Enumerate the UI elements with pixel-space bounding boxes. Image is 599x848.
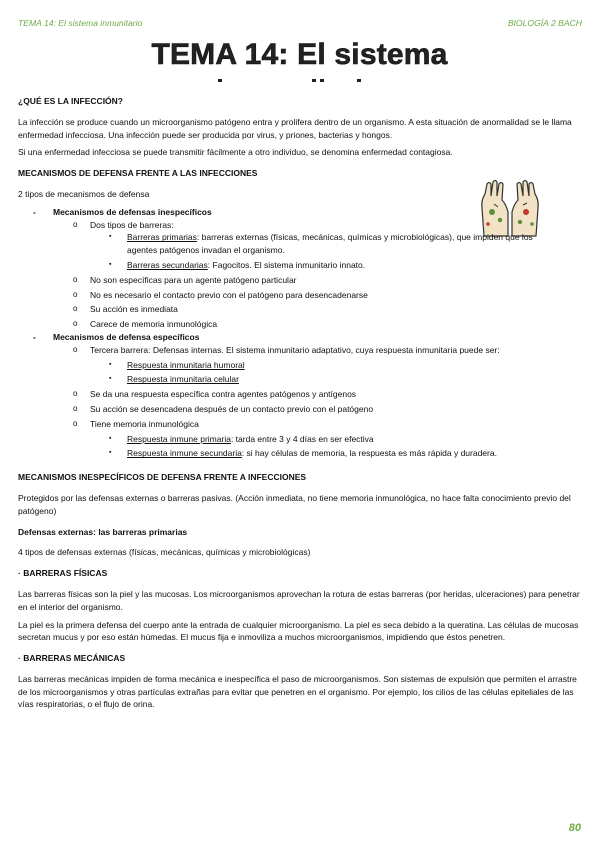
list-item: - Mecanismos de defensas inespecíficos	[33, 206, 212, 217]
paragraph: Protegidos por las defensas externas o barreras pasivas. (Acción inmediata, no tiene memoria inmunológica, no hace falta conocimiento previo del patógeno)	[18, 492, 571, 516]
list-item: - Mecanismos de defensa específicos	[33, 331, 200, 342]
subheading-physical-barriers: · BARRERAS FÍSICAS	[18, 568, 108, 579]
list-item: o Tiene memoria inmunológica	[73, 418, 199, 429]
paragraph: Las barreras físicas son la piel y las mucosas. Los microorganismos aprovechan la rotura de estas barreras (por heridas, ulceraciones) para penetrar en el interior del organismo.	[18, 588, 580, 612]
subheading-mechanical-barriers: · BARRERAS MECÁNICAS	[18, 653, 126, 664]
list-item: o Su acción es inmediata	[73, 304, 178, 315]
list-item: ▪ Respuesta inmune primaria: tarda entre 3 y 4 días en ser efectiva	[109, 433, 374, 444]
list-item: o Su acción se desencadena después de un contacto previo con el patógeno	[73, 403, 374, 414]
list-item: o Se da una respuesta específica contra agentes patógenos y antígenos	[73, 389, 357, 400]
paragraph: La infección se produce cuando un microorganismo patógeno entra y prolifera dentro de un organismo. A esta situación de anormalidad se le llama enfermedad infecciosa. Una infección puede ser producida por virus, y priones, bacterias y hongos.	[18, 116, 572, 140]
paragraph: La piel es la primera defensa del cuerpo ante la entrada de cualquier microorganismo. La piel es seca debido a la queratina. Las células de mucosas secretan mucus y por eso están húmedas. El mucus fija e inmoviliza a muchos microorganismos, impidiendo que éstos penetren.	[18, 619, 579, 643]
section-heading-nonspecific: MECANISMOS INESPECÍFICOS DE DEFENSA FRENTE A INFECCIONES	[18, 472, 307, 483]
paragraph: 4 tipos de defensas externas (físicas, mecánicas, químicas y microbiológicas)	[18, 547, 311, 558]
paragraph: Las barreras mecánicas impiden de forma mecánica e inespecífica el paso de microorganismos. Son sistemas de expulsión que permiten el arrastre de los microorganismos y otras partículas extrañas para evitar que penetren en el organismo. Por ejemplo, los cilios de las células epiteliales de las vías respiratorias, o el flujo de orina.	[18, 673, 577, 710]
page-title: TEMA 14: El sistema	[151, 38, 448, 71]
list-item: o No son específicas para un agente patógeno particular	[73, 274, 297, 285]
list-item: ▪ Respuesta inmunitaria humoral	[109, 359, 245, 370]
header-subject: BIOLOGÍA 2 BACH	[507, 18, 582, 28]
header-chapter: TEMA 14: El sistema inmunitario	[18, 18, 143, 28]
paragraph: 2 tipos de mecanismos de defensa	[18, 188, 150, 199]
section-heading-defense-mechanisms: MECANISMOS DE DEFENSA FRENTE A LAS INFECCIONES	[18, 168, 258, 179]
title-cutoff-remnant	[0, 79, 599, 89]
subheading-external-defenses: Defensas externas: las barreras primarias	[18, 526, 188, 537]
document-body	[18, 95, 583, 711]
list-item: ▪ Respuesta inmune secundaria: si hay células de memoria, la respuesta es más rápida y duradera.	[109, 448, 497, 459]
list-item: o Dos tipos de barreras:	[73, 219, 174, 230]
list-item: o No es necesario el contacto previo con el patógeno para desencadenarse	[73, 289, 368, 300]
list-item: ▪ Respuesta inmunitaria celular	[109, 374, 239, 385]
list-item: ▪ Barreras primarias: barreras externas (físicas, mecánicas, químicas y microbiológicas), que impiden que los agentes patógenos invadan el organismo.	[109, 232, 533, 256]
list-item: o Carece de memoria inmunológica	[73, 319, 218, 330]
section-heading-infection: ¿QUÉ ES LA INFECCIÓN?	[18, 96, 123, 106]
list-item: ▪ Barreras secundarias: Fagocitos. El sistema inmunitario innato.	[109, 259, 366, 270]
paragraph: Si una enfermedad infecciosa se puede transmitir fácilmente a otro individuo, se denomina enfermedad contagiosa.	[18, 147, 453, 158]
list-item: o Tercera barrera: Defensas internas. El sistema inmunitario adaptativo, cuya respuesta inmunitaria puede ser:	[73, 344, 500, 355]
page-number: 80	[568, 822, 581, 834]
